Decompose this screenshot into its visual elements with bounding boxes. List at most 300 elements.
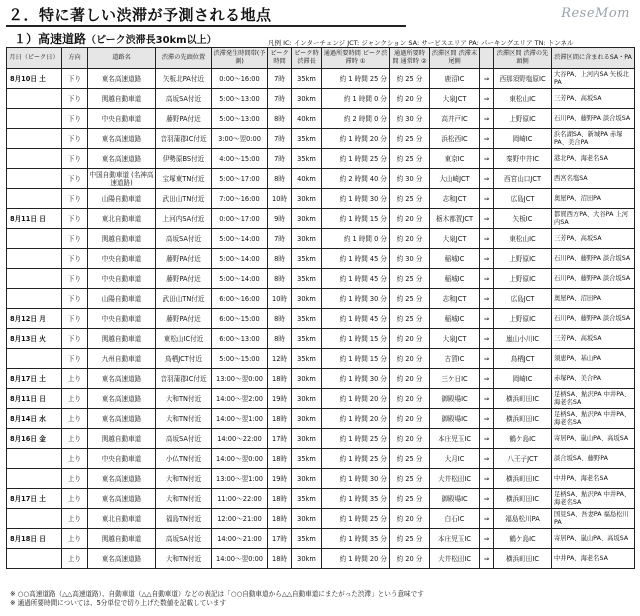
table-row bbox=[7, 369, 635, 389]
cell-dir: 上り bbox=[62, 509, 88, 529]
footer-note-2: ※ 通過所要時間については、5分単位で切り上げた数値を記載しています bbox=[10, 599, 227, 607]
cell-road: 東名高速道路 bbox=[88, 69, 156, 89]
cell-arrow: ⇒ bbox=[480, 409, 494, 429]
cell-head: 武田山TN付近 bbox=[156, 289, 212, 309]
cell-len: 35km bbox=[292, 489, 322, 509]
cell-date: 8月11日 日 bbox=[7, 389, 62, 409]
cell-dir: 下り bbox=[62, 189, 88, 209]
cell-date: 8月18日 日 bbox=[7, 529, 62, 549]
cell-dir: 下り bbox=[62, 229, 88, 249]
cell-from: 本庄児玉IC bbox=[430, 529, 480, 549]
cell-to: 上野原IC bbox=[494, 249, 552, 269]
cell-date bbox=[7, 249, 62, 269]
cell-time: 3:00～翌0:00 bbox=[212, 129, 268, 149]
cell-arrow: ⇒ bbox=[480, 109, 494, 129]
cell-sapa: 奥屋PA、沼田PA bbox=[552, 289, 635, 309]
table-header-row bbox=[7, 48, 635, 69]
cell-time: 0:00～16:00 bbox=[212, 69, 268, 89]
cell-time: 5:00～13:00 bbox=[212, 89, 268, 109]
cell-to: 福島松川PA bbox=[494, 509, 552, 529]
cell-len: 30km bbox=[292, 469, 322, 489]
column-header bbox=[480, 48, 494, 69]
cell-date: 8月17日 土 bbox=[7, 489, 62, 509]
cell-t1: 約 1 時間 15 分 bbox=[322, 329, 390, 349]
cell-head: 小仏TN付近 bbox=[156, 449, 212, 469]
table-row bbox=[7, 129, 635, 149]
cell-peak: 8時 bbox=[268, 269, 292, 289]
congestion-table bbox=[6, 47, 635, 569]
cell-dir: 上り bbox=[62, 409, 88, 429]
cell-t1: 約 1 時間 25 分 bbox=[322, 69, 390, 89]
cell-arrow: ⇒ bbox=[480, 289, 494, 309]
cell-head: 大和TN付近 bbox=[156, 389, 212, 409]
cell-sapa: 大谷PA、上河内SA 矢板北PA bbox=[552, 69, 635, 89]
cell-to: 八王子JCT bbox=[494, 449, 552, 469]
cell-road: 関越自動車道 bbox=[88, 229, 156, 249]
cell-head: 藤野PA付近 bbox=[156, 249, 212, 269]
table-row bbox=[7, 349, 635, 369]
cell-to: 岡崎IC bbox=[494, 129, 552, 149]
cell-sapa: 三芳PA、高坂SA bbox=[552, 329, 635, 349]
table-body bbox=[7, 69, 635, 569]
cell-arrow: ⇒ bbox=[480, 169, 494, 189]
cell-peak: 17時 bbox=[268, 529, 292, 549]
cell-sapa: 談合坂SA、藤野PA bbox=[552, 449, 635, 469]
cell-head: 大和TN付近 bbox=[156, 469, 212, 489]
cell-road: 九州自動車道 bbox=[88, 349, 156, 369]
cell-sapa: 中井PA、海老名SA bbox=[552, 549, 635, 569]
cell-road: 関越自動車道 bbox=[88, 89, 156, 109]
cell-t1: 約 1 時間 0 分 bbox=[322, 229, 390, 249]
cell-head: 武田山TN付近 bbox=[156, 189, 212, 209]
cell-head: 大和TN付近 bbox=[156, 409, 212, 429]
cell-from: 古賀IC bbox=[430, 349, 480, 369]
cell-time: 6:00～13:00 bbox=[212, 329, 268, 349]
cell-road: 東北自動車道 bbox=[88, 509, 156, 529]
cell-t2: 約 30 分 bbox=[390, 249, 430, 269]
cell-date: 8月14日 水 bbox=[7, 409, 62, 429]
table-row bbox=[7, 69, 635, 89]
table-row bbox=[7, 549, 635, 569]
table-row bbox=[7, 329, 635, 349]
cell-arrow: ⇒ bbox=[480, 469, 494, 489]
cell-head: 伊勢原BS付近 bbox=[156, 149, 212, 169]
cell-sapa: 中井PA、海老名SA bbox=[552, 469, 635, 489]
cell-road: 関越自動車道 bbox=[88, 529, 156, 549]
cell-arrow: ⇒ bbox=[480, 369, 494, 389]
cell-dir: 上り bbox=[62, 469, 88, 489]
cell-t2: 約 20 分 bbox=[390, 429, 430, 449]
cell-time: 7:00～16:00 bbox=[212, 189, 268, 209]
cell-len: 35km bbox=[292, 449, 322, 469]
cell-sapa: 足柄SA、鮎沢PA 中井PA、海老名SA bbox=[552, 409, 635, 429]
cell-len: 35km bbox=[292, 349, 322, 369]
cell-len: 35km bbox=[292, 529, 322, 549]
cell-to: 上野原IC bbox=[494, 109, 552, 129]
table-row bbox=[7, 249, 635, 269]
cell-dir: 上り bbox=[62, 429, 88, 449]
cell-arrow: ⇒ bbox=[480, 549, 494, 569]
table-row bbox=[7, 289, 635, 309]
cell-date bbox=[7, 269, 62, 289]
cell-arrow: ⇒ bbox=[480, 89, 494, 109]
cell-time: 0:00～17:00 bbox=[212, 209, 268, 229]
cell-arrow: ⇒ bbox=[480, 489, 494, 509]
cell-date: 8月13日 火 bbox=[7, 329, 62, 349]
cell-peak: 18時 bbox=[268, 489, 292, 509]
cell-date bbox=[7, 169, 62, 189]
cell-t1: 約 1 時間 30 分 bbox=[322, 189, 390, 209]
table-row bbox=[7, 169, 635, 189]
cell-road: 山陽自動車道 bbox=[88, 189, 156, 209]
cell-t1: 約 1 時間 25 分 bbox=[322, 429, 390, 449]
cell-head: 藤野PA付近 bbox=[156, 269, 212, 289]
cell-time: 11:00～22:00 bbox=[212, 489, 268, 509]
cell-sapa: 奥屋PA、沼田PA bbox=[552, 189, 635, 209]
column-header: 渋滞の先頭位置 bbox=[156, 48, 212, 69]
cell-from: 栃木都賀JCT bbox=[430, 209, 480, 229]
cell-arrow: ⇒ bbox=[480, 449, 494, 469]
resemom-logo: ReseMom bbox=[561, 6, 630, 21]
cell-time: 5:00～17:00 bbox=[212, 169, 268, 189]
table-row bbox=[7, 89, 635, 109]
cell-road: 東名高速道路 bbox=[88, 129, 156, 149]
cell-peak: 7時 bbox=[268, 129, 292, 149]
cell-peak: 17時 bbox=[268, 429, 292, 449]
cell-to: 岡崎IC bbox=[494, 369, 552, 389]
cell-len: 40km bbox=[292, 169, 322, 189]
cell-arrow: ⇒ bbox=[480, 269, 494, 289]
cell-t1: 約 1 時間 20 分 bbox=[322, 549, 390, 569]
cell-head: 上河内SA付近 bbox=[156, 209, 212, 229]
cell-t2: 約 20 分 bbox=[390, 229, 430, 249]
cell-head: 東松山IC付近 bbox=[156, 329, 212, 349]
cell-sapa: 石川PA、藤野PA 談合坂SA bbox=[552, 309, 635, 329]
cell-from: 稲城IC bbox=[430, 309, 480, 329]
cell-sapa: 港北PA、海老名SA bbox=[552, 149, 635, 169]
cell-sapa: 三芳PA、高坂SA bbox=[552, 89, 635, 109]
cell-head: 矢板北PA付近 bbox=[156, 69, 212, 89]
cell-t2: 約 25 分 bbox=[390, 469, 430, 489]
cell-dir: 下り bbox=[62, 169, 88, 189]
cell-from: 本庄児玉IC bbox=[430, 429, 480, 449]
cell-to: 横浜町田IC bbox=[494, 489, 552, 509]
cell-len: 35km bbox=[292, 149, 322, 169]
cell-t1: 約 1 時間 30 分 bbox=[322, 369, 390, 389]
cell-from: 御殿場IC bbox=[430, 389, 480, 409]
cell-dir: 下り bbox=[62, 349, 88, 369]
cell-t1: 約 1 時間 35 分 bbox=[322, 489, 390, 509]
cell-t2: 約 20 分 bbox=[390, 549, 430, 569]
section-subtitle bbox=[14, 30, 217, 47]
cell-from: 大泉JCT bbox=[430, 229, 480, 249]
column-header: 通過所要時間 ピーク渋滞時 ① bbox=[322, 48, 390, 69]
cell-dir: 下り bbox=[62, 69, 88, 89]
cell-arrow: ⇒ bbox=[480, 229, 494, 249]
cell-t2: 約 25 分 bbox=[390, 189, 430, 209]
cell-t2: 約 30 分 bbox=[390, 169, 430, 189]
cell-road: 東名高速道路 bbox=[88, 549, 156, 569]
cell-dir: 上り bbox=[62, 449, 88, 469]
cell-time: 14:00～翌0:00 bbox=[212, 449, 268, 469]
cell-t2: 約 25 分 bbox=[390, 269, 430, 289]
cell-date: 8月11日 日 bbox=[7, 209, 62, 229]
cell-t2: 約 25 分 bbox=[390, 69, 430, 89]
cell-to: 上野原IC bbox=[494, 309, 552, 329]
cell-head: 高坂SA付近 bbox=[156, 229, 212, 249]
cell-time: 14:00～翌2:00 bbox=[212, 389, 268, 409]
cell-t1: 約 1 時間 25 分 bbox=[322, 509, 390, 529]
cell-len: 35km bbox=[292, 329, 322, 349]
cell-date: 8月17日 土 bbox=[7, 369, 62, 389]
cell-from: 白石IC bbox=[430, 509, 480, 529]
cell-len: 35km bbox=[292, 269, 322, 289]
title-underline bbox=[6, 25, 406, 27]
cell-time: 14:00～22:00 bbox=[212, 429, 268, 449]
cell-road: 中央自動車道 bbox=[88, 269, 156, 289]
cell-to: 横浜町田IC bbox=[494, 549, 552, 569]
cell-peak: 7時 bbox=[268, 229, 292, 249]
cell-from: 東京IC bbox=[430, 149, 480, 169]
cell-from: 志和JCT bbox=[430, 289, 480, 309]
cell-head: 藤野PA付近 bbox=[156, 309, 212, 329]
cell-dir: 下り bbox=[62, 89, 88, 109]
cell-road: 東名高速道路 bbox=[88, 149, 156, 169]
cell-to: 西宮山口JCT bbox=[494, 169, 552, 189]
cell-time: 14:00～21:00 bbox=[212, 529, 268, 549]
cell-time: 12:00～21:00 bbox=[212, 509, 268, 529]
table-row bbox=[7, 469, 635, 489]
cell-road: 東名高速道路 bbox=[88, 409, 156, 429]
subtitle-note: （ピーク渋滞長30km以上） bbox=[86, 35, 217, 46]
cell-arrow: ⇒ bbox=[480, 509, 494, 529]
cell-t1: 約 1 時間 45 分 bbox=[322, 249, 390, 269]
cell-len: 30km bbox=[292, 89, 322, 109]
cell-sapa: 赤塚PA、美合PA bbox=[552, 369, 635, 389]
cell-peak: 9時 bbox=[268, 209, 292, 229]
cell-head: 藤野PA付近 bbox=[156, 109, 212, 129]
cell-t2: 約 20 分 bbox=[390, 389, 430, 409]
cell-arrow: ⇒ bbox=[480, 309, 494, 329]
cell-t2: 約 20 分 bbox=[390, 409, 430, 429]
cell-date: 8月10日 土 bbox=[7, 69, 62, 89]
cell-date bbox=[7, 149, 62, 169]
cell-sapa: 都賀西方PA、大谷PA 上河内SA bbox=[552, 209, 635, 229]
cell-to: 広島JCT bbox=[494, 189, 552, 209]
cell-t2: 約 20 分 bbox=[390, 329, 430, 349]
cell-dir: 下り bbox=[62, 209, 88, 229]
cell-dir: 下り bbox=[62, 289, 88, 309]
footer-notes bbox=[10, 590, 424, 608]
cell-arrow: ⇒ bbox=[480, 129, 494, 149]
cell-from: 鹿沼IC bbox=[430, 69, 480, 89]
cell-sapa: 西宮名塩SA bbox=[552, 169, 635, 189]
column-header: 渋滞区間 渋滞の先頭側 bbox=[494, 48, 552, 69]
cell-dir: 上り bbox=[62, 549, 88, 569]
cell-t1: 約 1 時間 25 分 bbox=[322, 149, 390, 169]
cell-dir: 上り bbox=[62, 389, 88, 409]
cell-date bbox=[7, 289, 62, 309]
cell-len: 30km bbox=[292, 229, 322, 249]
cell-t1: 約 1 時間 25 分 bbox=[322, 449, 390, 469]
cell-time: 5:00～13:00 bbox=[212, 109, 268, 129]
cell-peak: 7時 bbox=[268, 89, 292, 109]
cell-len: 40km bbox=[292, 109, 322, 129]
cell-peak: 19時 bbox=[268, 389, 292, 409]
cell-road: 中央自動車道 bbox=[88, 449, 156, 469]
cell-len: 30km bbox=[292, 549, 322, 569]
cell-arrow: ⇒ bbox=[480, 249, 494, 269]
cell-from: 大泉JCT bbox=[430, 329, 480, 349]
cell-to: 広島JCT bbox=[494, 289, 552, 309]
column-header: 通過所要時間 通常時 ② bbox=[390, 48, 430, 69]
cell-time: 13:00～翌0:00 bbox=[212, 369, 268, 389]
cell-peak: 18時 bbox=[268, 549, 292, 569]
cell-from: 大月IC bbox=[430, 449, 480, 469]
cell-peak: 7時 bbox=[268, 149, 292, 169]
table-row bbox=[7, 109, 635, 129]
cell-sapa: 石川PA、藤野PA 談合坂SA bbox=[552, 109, 635, 129]
cell-len: 30km bbox=[292, 409, 322, 429]
cell-time: 5:00～14:00 bbox=[212, 249, 268, 269]
cell-time: 13:00～翌1:00 bbox=[212, 469, 268, 489]
cell-peak: 7時 bbox=[268, 69, 292, 89]
cell-peak: 12時 bbox=[268, 349, 292, 369]
cell-arrow: ⇒ bbox=[480, 189, 494, 209]
cell-head: 宝塚東TN付近 bbox=[156, 169, 212, 189]
cell-date bbox=[7, 509, 62, 529]
cell-peak: 8時 bbox=[268, 109, 292, 129]
cell-t1: 約 1 時間 15 分 bbox=[322, 209, 390, 229]
table-row bbox=[7, 229, 635, 249]
cell-date bbox=[7, 349, 62, 369]
cell-date bbox=[7, 449, 62, 469]
cell-to: 鶴ケ島IC bbox=[494, 529, 552, 549]
cell-dir: 下り bbox=[62, 309, 88, 329]
cell-arrow: ⇒ bbox=[480, 69, 494, 89]
cell-date bbox=[7, 129, 62, 149]
cell-from: 高井戸IC bbox=[430, 109, 480, 129]
cell-sapa: 須恵PA、基山PA bbox=[552, 349, 635, 369]
cell-from: 浜松西IC bbox=[430, 129, 480, 149]
table-row bbox=[7, 509, 635, 529]
cell-head: 音羽蒲郡IC付近 bbox=[156, 129, 212, 149]
subtitle-text: １）高速道路 bbox=[14, 32, 87, 46]
cell-dir: 下り bbox=[62, 109, 88, 129]
column-header: 渋滞区間に含まれるSA・PA bbox=[552, 48, 635, 69]
cell-len: 30km bbox=[292, 289, 322, 309]
legend: 凡例 IC: インターチェンジ JCT: ジャンクション SA: サービスエリア PA: パーキングエリア TN: トンネル bbox=[268, 39, 574, 47]
cell-road: 東名高速道路 bbox=[88, 369, 156, 389]
cell-road: 東名高速道路 bbox=[88, 489, 156, 509]
cell-dir: 上り bbox=[62, 369, 88, 389]
cell-date bbox=[7, 469, 62, 489]
cell-to: 矢板IC bbox=[494, 209, 552, 229]
table-row bbox=[7, 409, 635, 429]
column-header: 渋滞発生時間帯(予測) bbox=[212, 48, 268, 69]
cell-from: 三ケ日IC bbox=[430, 369, 480, 389]
cell-date: 8月12日 月 bbox=[7, 309, 62, 329]
table-row bbox=[7, 529, 635, 549]
cell-peak: 18時 bbox=[268, 509, 292, 529]
cell-t2: 約 25 分 bbox=[390, 309, 430, 329]
cell-sapa: 三芳PA、高坂SA bbox=[552, 229, 635, 249]
cell-len: 30km bbox=[292, 209, 322, 229]
cell-t1: 約 1 時間 45 分 bbox=[322, 309, 390, 329]
cell-t1: 約 1 時間 20 分 bbox=[322, 129, 390, 149]
cell-t2: 約 25 分 bbox=[390, 489, 430, 509]
table-row bbox=[7, 389, 635, 409]
table-row bbox=[7, 189, 635, 209]
column-header: ピーク時間 bbox=[268, 48, 292, 69]
cell-t1: 約 1 時間 45 分 bbox=[322, 269, 390, 289]
cell-arrow: ⇒ bbox=[480, 209, 494, 229]
cell-from: 大山崎JCT bbox=[430, 169, 480, 189]
cell-dir: 下り bbox=[62, 129, 88, 149]
cell-from: 稲城IC bbox=[430, 269, 480, 289]
cell-sapa: 足柄SA、鮎沢PA 中井PA、海老名SA bbox=[552, 489, 635, 509]
cell-t2: 約 25 分 bbox=[390, 149, 430, 169]
cell-arrow: ⇒ bbox=[480, 149, 494, 169]
cell-peak: 18時 bbox=[268, 369, 292, 389]
column-header: ピーク時渋滞長 bbox=[292, 48, 322, 69]
cell-len: 35km bbox=[292, 309, 322, 329]
cell-date bbox=[7, 189, 62, 209]
cell-date: 8月16日 金 bbox=[7, 429, 62, 449]
cell-peak: 8時 bbox=[268, 169, 292, 189]
cell-t2: 約 20 分 bbox=[390, 369, 430, 389]
cell-arrow: ⇒ bbox=[480, 349, 494, 369]
cell-dir: 下り bbox=[62, 329, 88, 349]
cell-head: 大和TN付近 bbox=[156, 549, 212, 569]
cell-len: 35km bbox=[292, 129, 322, 149]
cell-head: 高坂SA付近 bbox=[156, 89, 212, 109]
cell-time: 6:00～16:00 bbox=[212, 289, 268, 309]
table-row bbox=[7, 309, 635, 329]
cell-dir: 上り bbox=[62, 529, 88, 549]
cell-len: 30km bbox=[292, 369, 322, 389]
cell-t2: 約 20 分 bbox=[390, 89, 430, 109]
cell-from: 稲城IC bbox=[430, 249, 480, 269]
table-row bbox=[7, 429, 635, 449]
cell-road: 山陽自動車道 bbox=[88, 289, 156, 309]
cell-to: 上野原IC bbox=[494, 269, 552, 289]
cell-peak: 19時 bbox=[268, 469, 292, 489]
cell-t2: 約 30 分 bbox=[390, 109, 430, 129]
cell-len: 35km bbox=[292, 69, 322, 89]
cell-time: 6:00～15:00 bbox=[212, 309, 268, 329]
cell-date bbox=[7, 229, 62, 249]
cell-sapa: 浜名湖SA、新城PA 赤塚PA、美合PA bbox=[552, 129, 635, 149]
cell-sapa: 足柄SA、鮎沢PA 中井PA、海老名SA bbox=[552, 389, 635, 409]
cell-dir: 下り bbox=[62, 269, 88, 289]
column-header: 方向 bbox=[62, 48, 88, 69]
cell-peak: 18時 bbox=[268, 409, 292, 429]
cell-len: 30km bbox=[292, 509, 322, 529]
footer-note-1: ※ ○○高速道路（△△高速道路）、自動車道（△△自動車道）などの表記は「○○自動車道から△△自動車道にまたがった渋滞」という意味です bbox=[10, 590, 424, 598]
cell-sapa: 石川PA、藤野PA 談合坂SA bbox=[552, 249, 635, 269]
cell-head: 福島TN付近 bbox=[156, 509, 212, 529]
cell-t1: 約 2 時間 40 分 bbox=[322, 169, 390, 189]
cell-len: 30km bbox=[292, 189, 322, 209]
cell-road: 東名高速道路 bbox=[88, 469, 156, 489]
cell-t1: 約 1 時間 20 分 bbox=[322, 389, 390, 409]
cell-len: 30km bbox=[292, 429, 322, 449]
cell-from: 御殿場IC bbox=[430, 489, 480, 509]
cell-t2: 約 25 分 bbox=[390, 289, 430, 309]
cell-dir: 下り bbox=[62, 249, 88, 269]
cell-to: 横浜町田IC bbox=[494, 389, 552, 409]
